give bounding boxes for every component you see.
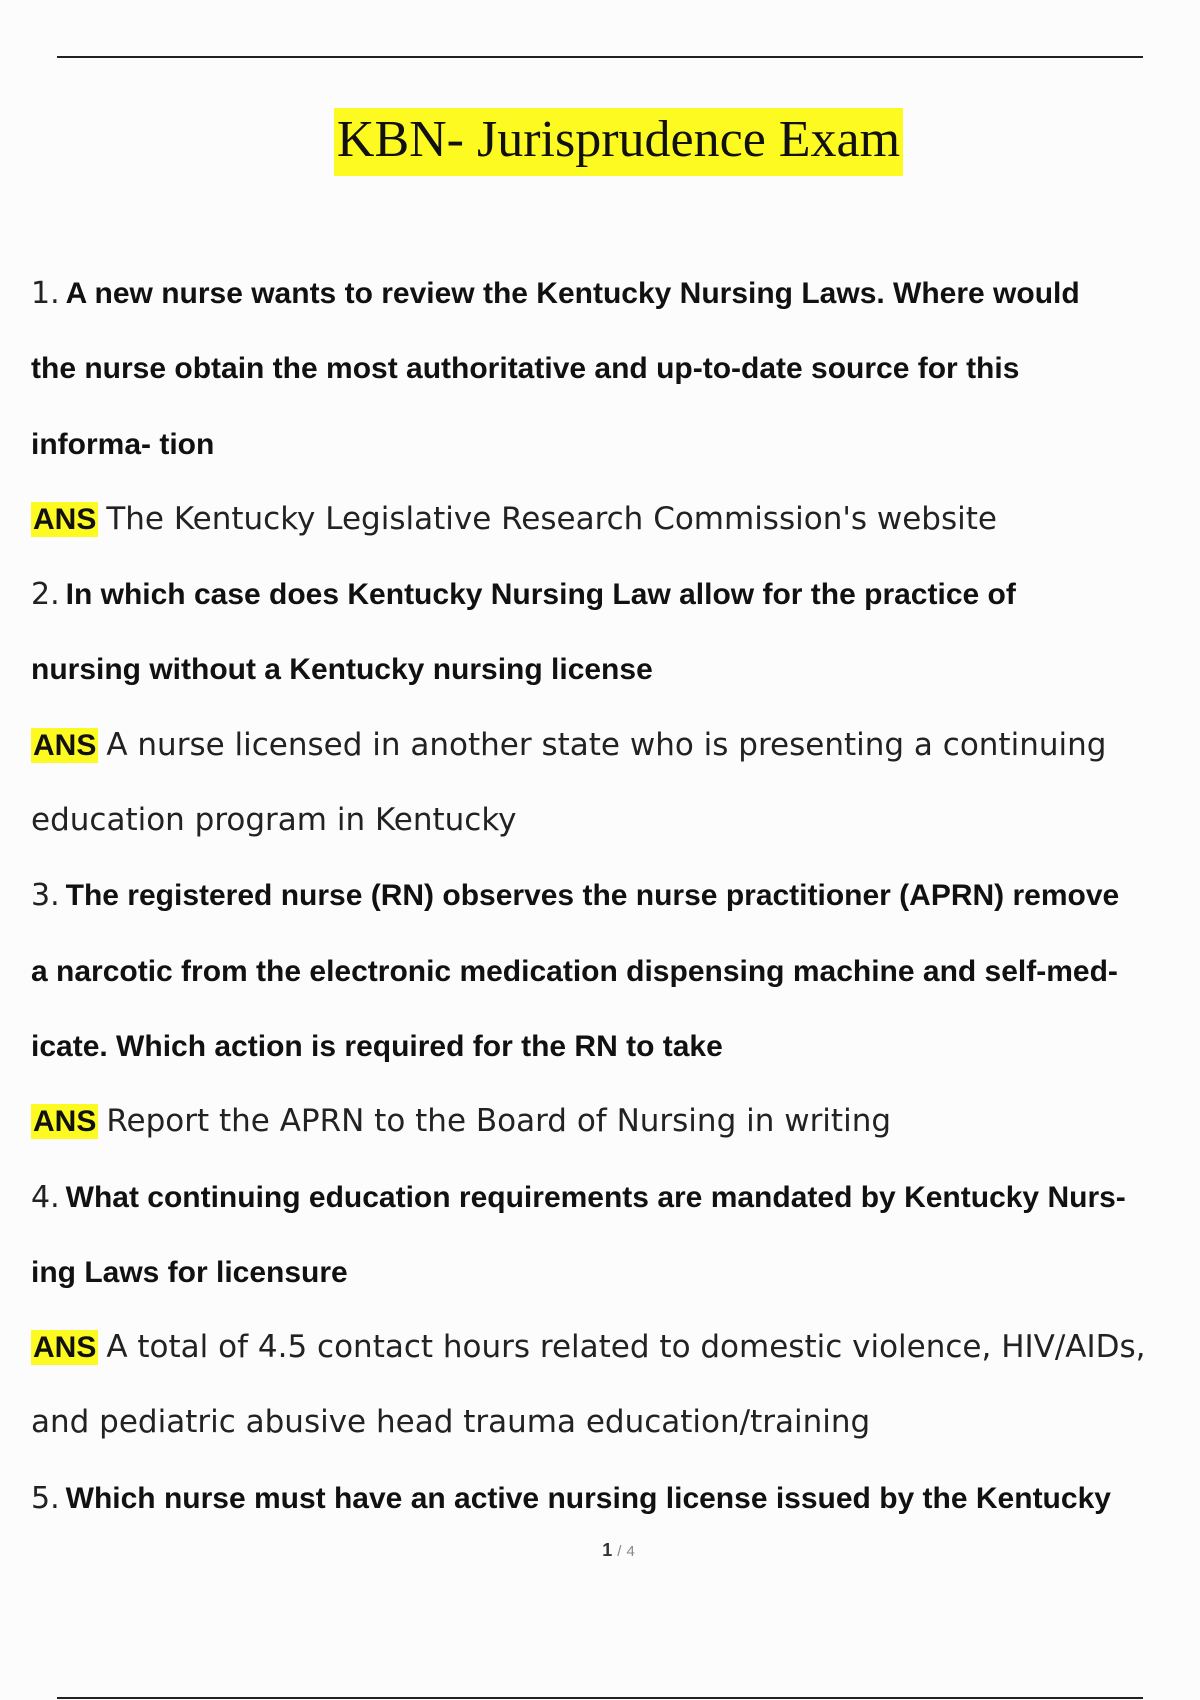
question-text: A new nurse wants to review the Kentucky Nursing Laws. Where would	[65, 277, 1080, 310]
current-page: 1	[602, 1540, 613, 1560]
question-number: 3.	[31, 878, 60, 914]
question-number: 2.	[31, 577, 60, 613]
answer-label: ANS	[33, 1105, 97, 1139]
answer-text: education program in Kentucky	[31, 802, 517, 839]
question-text: the nurse obtain the most authoritative and up-to-date source for this	[31, 352, 1020, 386]
question-text: informa- tion	[31, 427, 215, 461]
question-1-line-1	[31, 256, 1200, 331]
title-wrap	[0, 108, 1200, 176]
top-rule	[57, 56, 1143, 58]
answer-2-line-1	[31, 708, 1200, 783]
question-text: What continuing education requirements are mandated by Kentucky Nurs-	[65, 1180, 1126, 1214]
answer-label: ANS	[33, 1331, 97, 1365]
question-number: 1.	[31, 276, 60, 311]
question-text: Which nurse must have an active nursing license issued by the Kentucky	[65, 1481, 1111, 1515]
answer-2-line-2	[31, 783, 1200, 858]
question-4-line-2	[31, 1235, 1200, 1310]
answer-4-line-2	[31, 1385, 1200, 1460]
question-text: In which case does Kentucky Nursing Law allow for the practice of	[65, 578, 1016, 612]
question-2-line-1	[31, 557, 1200, 632]
answer-text: A nurse licensed in another state who is presenting a continuing	[106, 726, 1107, 763]
question-3-line-2	[31, 934, 1200, 1009]
page-separator: /	[617, 1543, 622, 1560]
answer-3-line-1	[31, 1084, 1200, 1159]
answer-4-line-1	[31, 1310, 1200, 1385]
question-4-line-1	[31, 1160, 1200, 1235]
question-text: The registered nurse (RN) observes the nurse practitioner (APRN) remove	[65, 879, 1120, 913]
answer-label: ANS	[33, 502, 97, 536]
answer-text: and pediatric abusive head trauma education/training	[31, 1404, 871, 1441]
question-3-line-3	[31, 1009, 1200, 1084]
question-number: 4.	[31, 1179, 60, 1215]
question-text: a narcotic from the electronic medication dispensing machine and self-med-	[31, 954, 1118, 988]
question-2-line-2	[31, 632, 1200, 707]
answer-text: Report the APRN to the Board of Nursing in writing	[106, 1103, 892, 1140]
answer-1-line-1	[31, 482, 1200, 557]
total-pages: 4	[626, 1543, 635, 1560]
question-1-line-3	[31, 407, 1200, 482]
document-title: KBN- Jurisprudence Exam	[334, 108, 903, 176]
answer-label: ANS	[33, 728, 97, 762]
question-5-line-1	[31, 1461, 1200, 1536]
question-3-line-1	[31, 858, 1200, 933]
question-text: icate. Which action is required for the RN to take	[31, 1029, 723, 1063]
answer-text: The Kentucky Legislative Research Commission's website	[106, 500, 997, 537]
answer-text: A total of 4.5 contact hours related to domestic violence, HIV/AIDs,	[106, 1329, 1146, 1366]
question-1-line-2	[31, 331, 1200, 406]
question-text: nursing without a Kentucky nursing license	[31, 653, 653, 687]
question-number: 5.	[31, 1480, 60, 1516]
document-body	[31, 256, 1200, 1536]
bottom-rule	[57, 1697, 1143, 1699]
page-indicator	[0, 1540, 1200, 1561]
question-text: ing Laws for licensure	[31, 1255, 348, 1289]
